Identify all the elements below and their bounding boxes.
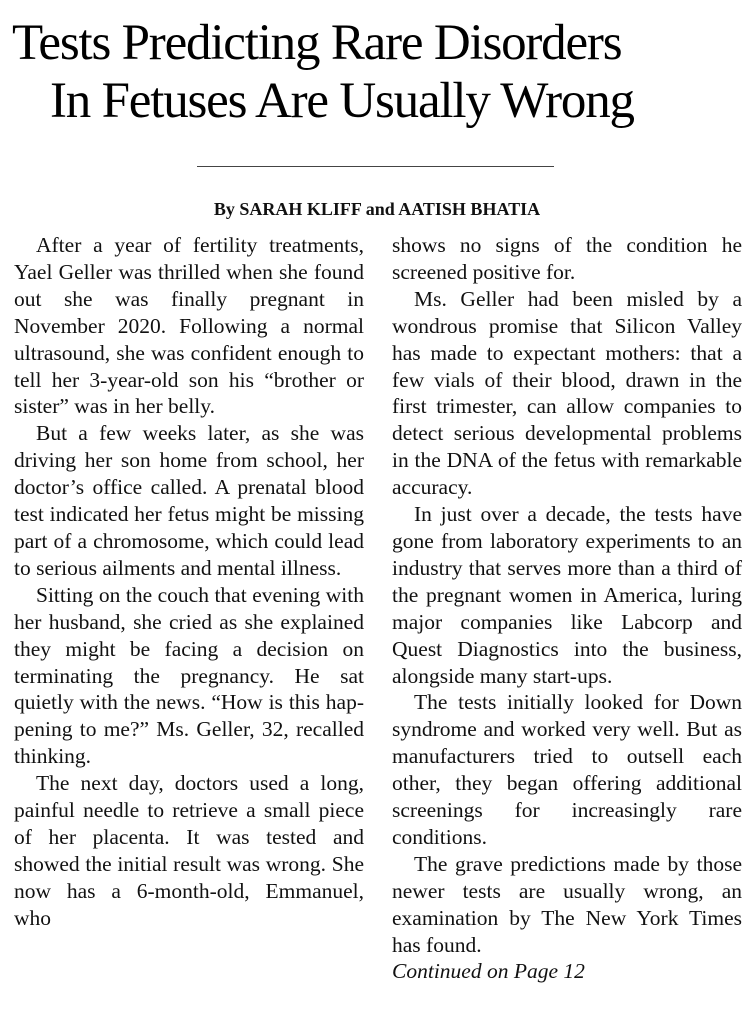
headline-line-1: Tests Predicting Rare Disorders (12, 15, 622, 71)
paragraph-1: After a year of fertility treatments, Yael Geller was thrilled when she found out she was finally pregnant in November 2020. Following a normal ultrasound, she was confident enough to tell her 3-year-old son his “brother or sister” was in her belly. (14, 233, 364, 419)
byline: By SARAH KLIFF and AATISH BHATIA (213, 199, 541, 219)
headline (0, 14, 754, 130)
headline-line-2: In Fetuses Are Usually Wrong (50, 73, 634, 129)
paragraph-4-continuation: shows no signs of the condition he screened positive for. (392, 233, 742, 284)
article-column-right (392, 232, 742, 985)
paragraph-2: But a few weeks later, as she was driving her son home from school, her doctor’s office called. A prenatal blood test indicated her fetus might be missing part of a chromosome, which could lead to serious ailments and mental illness. (14, 421, 364, 580)
headline-divider (197, 166, 554, 167)
paragraph-3: Sitting on the couch that evening with her husband, she cried as she explained they might be facing a decision on terminating the pregnancy. He sat quietly with the news. “How is this happening to me?” Ms. Geller, 32, recalled thinking. (14, 582, 364, 769)
paragraph-7: The tests initially looked for Down syndrome and worked very well. But as manufacturers tried to outsell each other, they began offering additional screenings for increasingly rare conditions. (392, 690, 742, 849)
article-column-left (14, 232, 364, 932)
paragraph-6: In just over a decade, the tests have gone from laboratory experiments to an industry that serves more than a third of the pregnant women in America, luring major companies like Labcorp and Quest Diagnostics into the business, alongside many start-ups. (392, 502, 742, 688)
paragraph-8: The grave predictions made by those newer tests are usually wrong, an examination by The New York Times has found. (392, 851, 742, 957)
paragraph-4: The next day, doctors used a long, painful needle to retrieve a small piece of her placenta. It was tested and showed the initial result was wrong. She now has a 6-month-old, Emmanuel, who (14, 771, 364, 930)
continued-on-page-link[interactable]: Continued on Page 12 (392, 959, 585, 984)
paragraph-5: Ms. Geller had been misled by a wondrous promise that Silicon Valley has made to expectant mothers: that a few vials of their blood, drawn in the first trimester, can allow companies to detect serious developmental problems in the DNA of the fetus with remarkable accuracy. (392, 286, 742, 500)
